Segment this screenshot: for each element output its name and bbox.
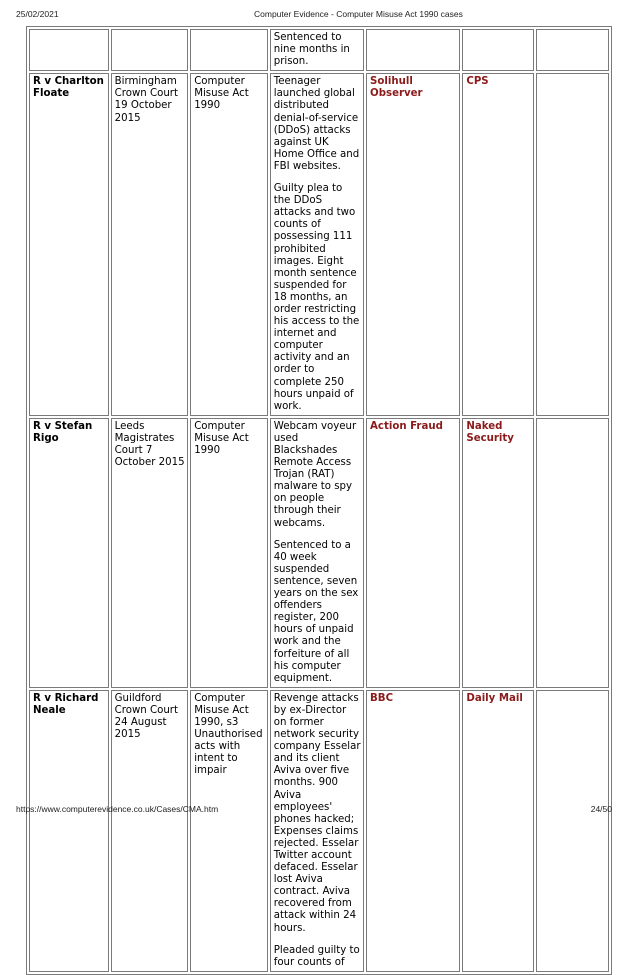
page-number: 24/50 [590, 804, 612, 814]
source-link[interactable]: Naked Security [466, 420, 514, 444]
source-link[interactable]: BBC [370, 692, 394, 704]
cell-source-1 [366, 418, 460, 688]
cell-act [190, 73, 268, 416]
act-text: Computer Misuse Act 1990 [194, 420, 249, 456]
cell-act [190, 690, 268, 972]
cell-source-2 [462, 418, 533, 688]
cell-summary [270, 29, 364, 71]
cell-act [190, 418, 268, 688]
cell-case [29, 690, 109, 972]
cell-summary [270, 690, 364, 972]
cell-source-1 [366, 29, 460, 71]
cell-court [111, 418, 189, 688]
summary-paragraph: Teenager launched global distributed denial-of-service (DDoS) attacks against UK Home Office and FBI websites. [273, 76, 360, 172]
print-header [0, 0, 638, 20]
act-text: Computer Misuse Act 1990, s3 Unauthorised acts with intent to impair [194, 692, 263, 777]
cell-empty [536, 29, 609, 71]
cell-case [29, 418, 109, 688]
cell-source-2 [462, 73, 533, 416]
court-text: Guildford Crown Court 24 August 2015 [114, 692, 178, 741]
source-link[interactable]: Action Fraud [370, 420, 443, 432]
case-name: R v Stefan Rigo [33, 420, 93, 444]
cell-empty [536, 418, 609, 688]
cell-source-2 [462, 29, 533, 71]
cell-court [111, 29, 189, 71]
table-row-continued [29, 29, 609, 71]
cell-act [190, 29, 268, 71]
table-row [29, 418, 609, 688]
source-link[interactable]: CPS [466, 76, 489, 88]
summary-paragraph: Revenge attacks by ex-Director on former network security company Esselar and its client Aviva over five months. 900 Aviva employees' phones hacked; Expenses claims rejected. Esselar Twitter account defaced. Esselar lost Aviva contract. Aviva recovered from attack within 24 hours. [273, 692, 361, 934]
cell-source-1 [366, 690, 460, 972]
cell-empty [536, 690, 609, 972]
source-link[interactable]: Solihull Observer [370, 76, 423, 100]
cell-case [29, 73, 109, 416]
print-footer [0, 798, 638, 818]
summary-paragraph: Pleaded guilty to four counts of [273, 944, 360, 968]
source-link[interactable]: Daily Mail [466, 692, 523, 704]
print-title: Computer Evidence - Computer Misuse Act 1990 cases [254, 9, 463, 19]
table-row [29, 690, 609, 972]
case-name: R v Charlton Floate [33, 76, 104, 100]
act-text: Computer Misuse Act 1990 [194, 76, 249, 112]
cell-source-1 [366, 73, 460, 416]
summary-paragraph: Guilty plea to the DDoS attacks and two counts of possessing 111 prohibited images. Eight month sentence suspended for 18 months, an order restricting his access to the internet and computer activity and an order to complete 250 hours unpaid of work. [273, 183, 360, 412]
cell-source-2 [462, 690, 533, 972]
print-url: https://www.computerevidence.co.uk/Cases/CMA.htm [16, 804, 219, 814]
summary-paragraph: Webcam voyeur used Blackshades Remote Access Trojan (RAT) malware to spy on people through their webcams. [273, 420, 357, 529]
cell-empty [536, 73, 609, 416]
cell-summary [270, 73, 364, 416]
print-date: 25/02/2021 [16, 9, 59, 19]
cases-table [26, 26, 612, 975]
court-text: Leeds Magistrates Court 7 October 2015 [114, 420, 185, 469]
summary-text: Sentenced to nine months in prison. [273, 32, 350, 68]
cell-summary [270, 418, 364, 688]
court-text: Birmingham Crown Court 19 October 2015 [114, 76, 178, 124]
cell-court [111, 73, 189, 416]
table-row [29, 73, 609, 416]
cell-case [29, 29, 109, 71]
summary-paragraph: Sentenced to a 40 week suspended sentence, seven years on the sex offenders register, 200 hours of unpaid work and the forfeiture of all his computer equipment. [273, 539, 359, 684]
case-name: R v Richard Neale [33, 692, 99, 716]
cell-court [111, 690, 189, 972]
